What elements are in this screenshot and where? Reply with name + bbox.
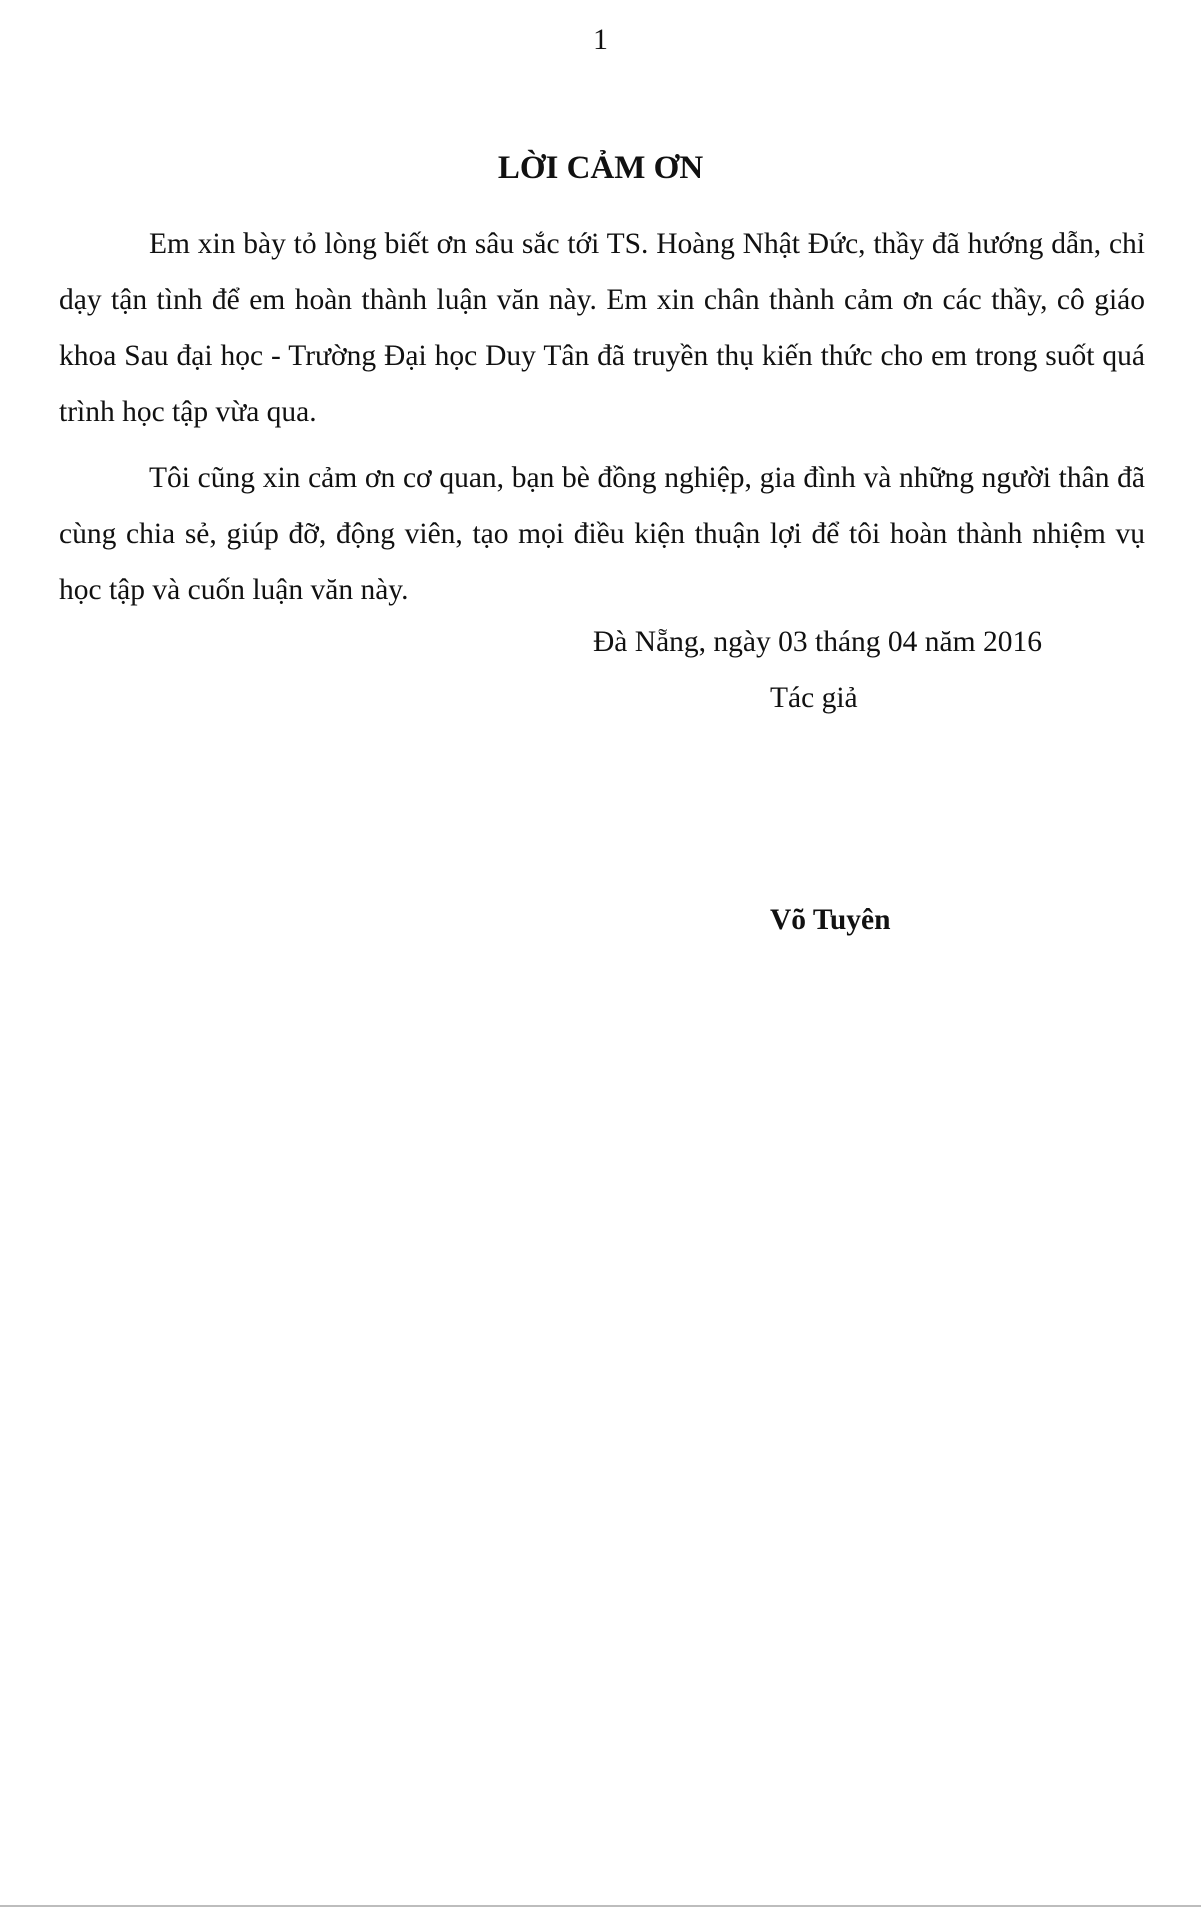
signature-author-label: Tác giả (770, 682, 858, 714)
paragraph-thanks-advisor: Em xin bày tỏ lòng biết ơn sâu sắc tới TS. Hoàng Nhật Đức, thầy đã hướng dẫn, chỉ dạy tận tình để em hoàn thành luận văn này. Em xin chân thành cảm ơn các thầy, cô giáo khoa Sau đại học - Trường Đại học Duy Tân đã truyền thụ kiến thức cho em trong suốt quá trình học tập vừa qua. (59, 228, 1145, 428)
page-title: LỜI CẢM ƠN (497, 150, 704, 186)
acknowledgement-body (59, 216, 1145, 628)
paragraph-thanks-family: Tôi cũng xin cảm ơn cơ quan, bạn bè đồng nghiệp, gia đình và những người thân đã cùng chia sẻ, giúp đỡ, động viên, tạo mọi điều kiện thuận lợi để tôi hoàn thành nhiệm vụ học tập và cuốn luận văn này. (59, 462, 1145, 606)
signature-author-name: Võ Tuyên (770, 904, 891, 936)
page-bottom-edge (0, 1905, 1201, 1907)
signature-date: Đà Nẵng, ngày 03 tháng 04 năm 2016 (593, 626, 1042, 658)
page-number: 1 (593, 23, 608, 56)
